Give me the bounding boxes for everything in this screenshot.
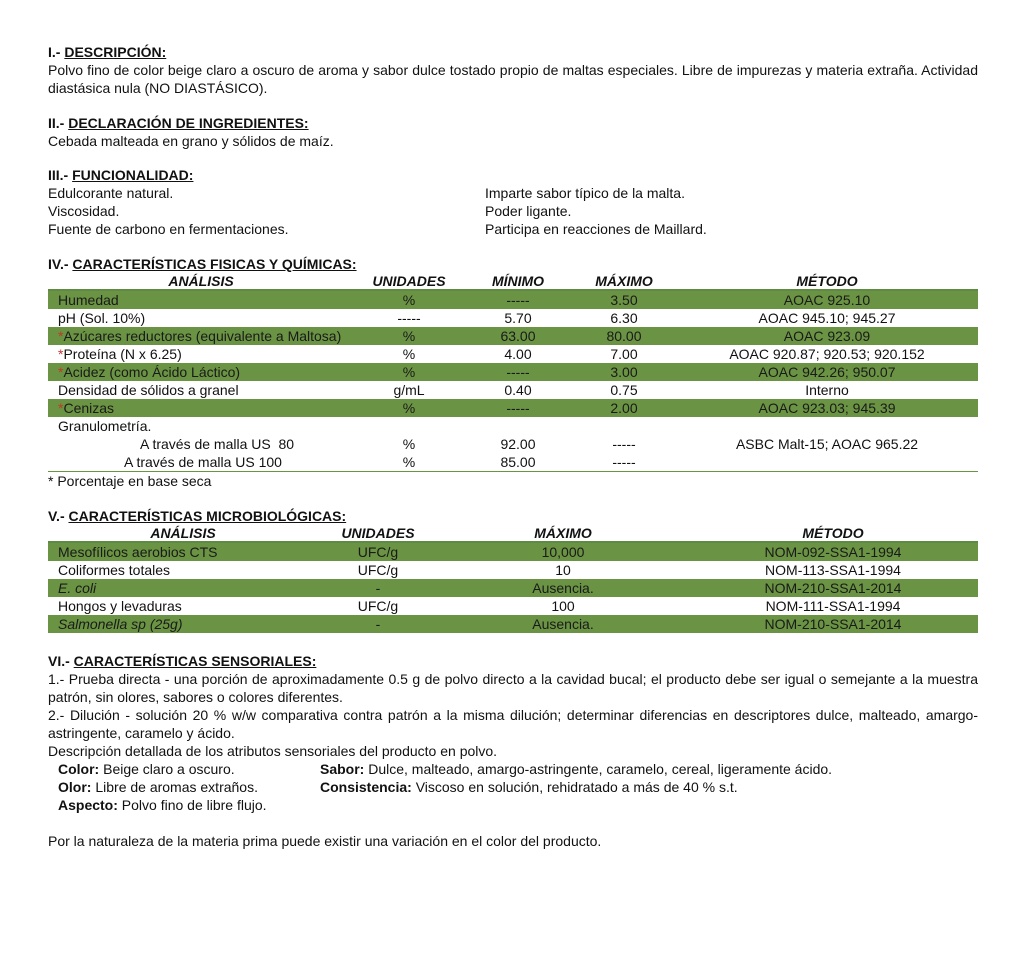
- table-row: [48, 417, 978, 435]
- attr-value: Polvo fino de libre flujo.: [121, 797, 267, 813]
- max-cell: 80.00: [606, 328, 642, 344]
- analysis-cell: [48, 345, 354, 363]
- section-num: VI.-: [48, 653, 70, 669]
- min-cell: 92.00: [500, 436, 536, 452]
- col-header: MÁXIMO: [534, 525, 592, 541]
- method-cell: AOAC 923.03; 945.39: [758, 400, 896, 416]
- analysis-cell: [48, 327, 354, 345]
- analysis-cell: [48, 363, 354, 381]
- footer-note: Por la naturaleza de la materia prima puede existir una variación en el color del producto.: [48, 833, 602, 849]
- table-row: [48, 399, 978, 417]
- asterisk-mark: *: [58, 364, 64, 380]
- ingredients-text: Cebada malteada en grano y sólidos de maíz.: [48, 133, 334, 149]
- analysis-cell: Humedad: [58, 292, 119, 308]
- method-cell: AOAC 942.26; 950.07: [758, 364, 896, 380]
- asterisk-mark: *: [58, 400, 64, 416]
- max-cell: 7.00: [610, 346, 638, 362]
- attr-value: Beige claro a oscuro.: [103, 761, 235, 777]
- max-cell: -----: [612, 454, 636, 470]
- method-cell: NOM-111-SSA1-1994: [765, 598, 901, 614]
- attr-sabor: [320, 760, 978, 778]
- unit-cell: %: [402, 436, 416, 452]
- analysis-cell: pH (Sol. 10%): [58, 310, 146, 326]
- functionality-item: Poder ligante.: [485, 203, 572, 219]
- attr-label: Color:: [58, 761, 100, 777]
- document: [48, 44, 978, 850]
- unit-cell: %: [402, 292, 416, 308]
- sensory-test-1: 1.- Prueba directa - una porción de aproximadamente 0.5 g de polvo directo a la cavidad bucal; el producto debe ser igual o semejante a la muestra patrón, sin olores, sabores o colores diferentes.: [48, 671, 978, 705]
- table-row: [48, 561, 978, 579]
- unit-cell: -: [375, 580, 381, 596]
- attr-value: Libre de aromas extraños.: [95, 779, 258, 795]
- method-cell: AOAC 945.10; 945.27: [758, 310, 896, 326]
- max-cell: 10,000: [541, 544, 585, 560]
- sensory-test-2: 2.- Dilución - solución 20 % w/w comparativa contra patrón a la misma dilución; determinar diferencias en descriptores dulce, malteado, amargo-astringente, caramelo y ácido.: [48, 707, 978, 741]
- section-title-text: CARACTERÍSTICAS MICROBIOLÓGICAS:: [68, 508, 347, 524]
- analysis-cell: E. coli: [58, 580, 97, 596]
- unit-cell: %: [402, 454, 416, 470]
- attr-label: Olor:: [58, 779, 92, 795]
- section-3-title: [48, 167, 978, 184]
- granulometry-label: Granulometría.: [58, 418, 152, 434]
- method-cell: AOAC 923.09: [783, 328, 871, 344]
- method-cell: AOAC 920.87; 920.53; 920.152: [729, 346, 925, 362]
- section-num: II.-: [48, 115, 65, 131]
- max-cell: 100: [551, 598, 575, 614]
- table-row: [48, 363, 978, 381]
- col-header: MÍNIMO: [491, 273, 545, 289]
- attr-label: Consistencia:: [320, 779, 412, 795]
- functionality-item: Viscosidad.: [48, 203, 120, 219]
- attr-aspecto: [58, 796, 320, 814]
- table-row: [48, 435, 978, 453]
- unit-cell: g/mL: [393, 382, 425, 398]
- method-cell: Interno: [805, 382, 849, 398]
- sensory-attributes: [48, 760, 978, 814]
- max-cell: 6.30: [610, 310, 638, 326]
- max-cell: 3.00: [610, 364, 638, 380]
- sensory-intro: Descripción detallada de los atributos sensoriales del producto en polvo.: [48, 743, 498, 759]
- min-cell: 4.00: [504, 346, 532, 362]
- col-header: ANÁLISIS: [150, 525, 216, 541]
- min-cell: 63.00: [500, 328, 536, 344]
- table-row: [48, 345, 978, 363]
- functionality-item: Edulcorante natural.: [48, 185, 174, 201]
- functionality-item: Participa en reacciones de Maillard.: [485, 221, 707, 237]
- max-cell: 3.50: [610, 292, 638, 308]
- min-cell: -----: [506, 364, 530, 380]
- analysis-text: Azúcares reductores (equivalente a Maltosa): [63, 328, 342, 344]
- unit-cell: UFC/g: [357, 544, 399, 560]
- table-row: [48, 615, 978, 633]
- attr-label: Sabor:: [320, 761, 365, 777]
- min-cell: -----: [506, 400, 530, 416]
- micro-table: [48, 525, 978, 633]
- section-num: III.-: [48, 167, 69, 183]
- description-text: Polvo fino de color beige claro a oscuro de aroma y sabor dulce tostado propio de maltas especiales. Libre de impurezas y materia extraña. Actividad diastásica nula (NO DIASTÁSICO).: [48, 62, 978, 96]
- unit-cell: %: [402, 328, 416, 344]
- section-title-text: CARACTERÍSTICAS FISICAS Y QUÍMICAS:: [72, 256, 357, 272]
- section-title-text: FUNCIONALIDAD:: [72, 167, 194, 183]
- method-cell: ASBC Malt-15; AOAC 965.22: [735, 436, 919, 452]
- max-cell: 10: [555, 562, 571, 578]
- analysis-cell: Coliformes totales: [58, 562, 171, 578]
- section-num: I.-: [48, 44, 61, 60]
- method-cell: NOM-113-SSA1-1994: [765, 562, 901, 578]
- functionality-list: [48, 184, 978, 238]
- attr-color: [58, 760, 320, 778]
- col-header: MÁXIMO: [595, 273, 653, 289]
- analysis-cell: Hongos y levaduras: [58, 598, 182, 614]
- attr-olor: [58, 778, 320, 796]
- col-header: MÉTODO: [796, 273, 858, 289]
- unit-cell: %: [402, 400, 416, 416]
- min-cell: 85.00: [500, 454, 536, 470]
- method-cell: NOM-210-SSA1-2014: [764, 580, 902, 596]
- max-cell: -----: [612, 436, 636, 452]
- table-row: [48, 381, 978, 399]
- col-header: UNIDADES: [372, 273, 446, 289]
- unit-cell: %: [402, 346, 416, 362]
- method-cell: NOM-092-SSA1-1994: [764, 544, 902, 560]
- functionality-item: Imparte sabor típico de la malta.: [485, 185, 685, 201]
- unit-cell: %: [402, 364, 416, 380]
- analysis-cell: Salmonella sp (25g): [58, 616, 183, 632]
- table-row: [48, 327, 978, 345]
- section-title-text: CARACTERÍSTICAS SENSORIALES:: [73, 653, 317, 669]
- col-header: MÉTODO: [802, 525, 864, 541]
- min-cell: 0.40: [504, 382, 532, 398]
- table-row: [48, 309, 978, 327]
- table-row: [48, 579, 978, 597]
- section-title-text: DESCRIPCIÓN:: [64, 44, 167, 60]
- section-2-title: [48, 115, 978, 132]
- max-cell: 0.75: [610, 382, 638, 398]
- analysis-cell: [48, 399, 354, 417]
- section-1-title: [48, 44, 978, 61]
- attr-value: Viscoso en solución, rehidratado a más de 40 % s.t.: [415, 779, 738, 795]
- max-cell: Ausencia.: [532, 580, 594, 596]
- unit-cell: UFC/g: [357, 598, 399, 614]
- functionality-item: Fuente de carbono en fermentaciones.: [48, 221, 289, 237]
- analysis-text: Proteína (N x 6.25): [63, 346, 182, 362]
- attr-label: Aspecto:: [58, 797, 118, 813]
- min-cell: 5.70: [504, 310, 532, 326]
- section-title-text: DECLARACIÓN DE INGREDIENTES:: [68, 115, 309, 131]
- max-cell: 2.00: [610, 400, 638, 416]
- unit-cell: -: [375, 616, 381, 632]
- attr-value: Dulce, malteado, amargo-astringente, caramelo, cereal, ligeramente ácido.: [368, 761, 833, 777]
- max-cell: Ausencia.: [532, 616, 594, 632]
- col-header: UNIDADES: [341, 525, 415, 541]
- unit-cell: -----: [397, 310, 421, 326]
- physchem-table: [48, 273, 978, 472]
- table-row: [48, 542, 978, 561]
- unit-cell: UFC/g: [357, 562, 399, 578]
- analysis-cell: A través de malla US 100: [124, 454, 282, 470]
- asterisk-mark: *: [58, 346, 64, 362]
- section-num: IV.-: [48, 256, 69, 272]
- table-row: [48, 597, 978, 615]
- analysis-text: Acidez (como Ácido Láctico): [63, 364, 241, 380]
- section-6-title: [48, 653, 978, 670]
- asterisk-mark: *: [58, 328, 64, 344]
- table-row: [48, 453, 978, 472]
- col-header: ANÁLISIS: [168, 273, 234, 289]
- section-4-title: [48, 256, 978, 273]
- analysis-cell: A través de malla US 80: [140, 436, 295, 452]
- table-row: [48, 290, 978, 309]
- attr-consistencia: [320, 778, 978, 796]
- analysis-cell: Mesofílicos aerobios CTS: [58, 544, 218, 560]
- analysis-cell: Densidad de sólidos a granel: [58, 382, 239, 398]
- analysis-text: Cenizas: [63, 400, 115, 416]
- min-cell: -----: [506, 292, 530, 308]
- method-cell: NOM-210-SSA1-2014: [764, 616, 902, 632]
- method-cell: AOAC 925.10: [783, 292, 871, 308]
- method-cell: [676, 453, 978, 472]
- section-5-title: [48, 508, 978, 525]
- dry-basis-note: * Porcentaje en base seca: [48, 473, 212, 489]
- section-num: V.-: [48, 508, 65, 524]
